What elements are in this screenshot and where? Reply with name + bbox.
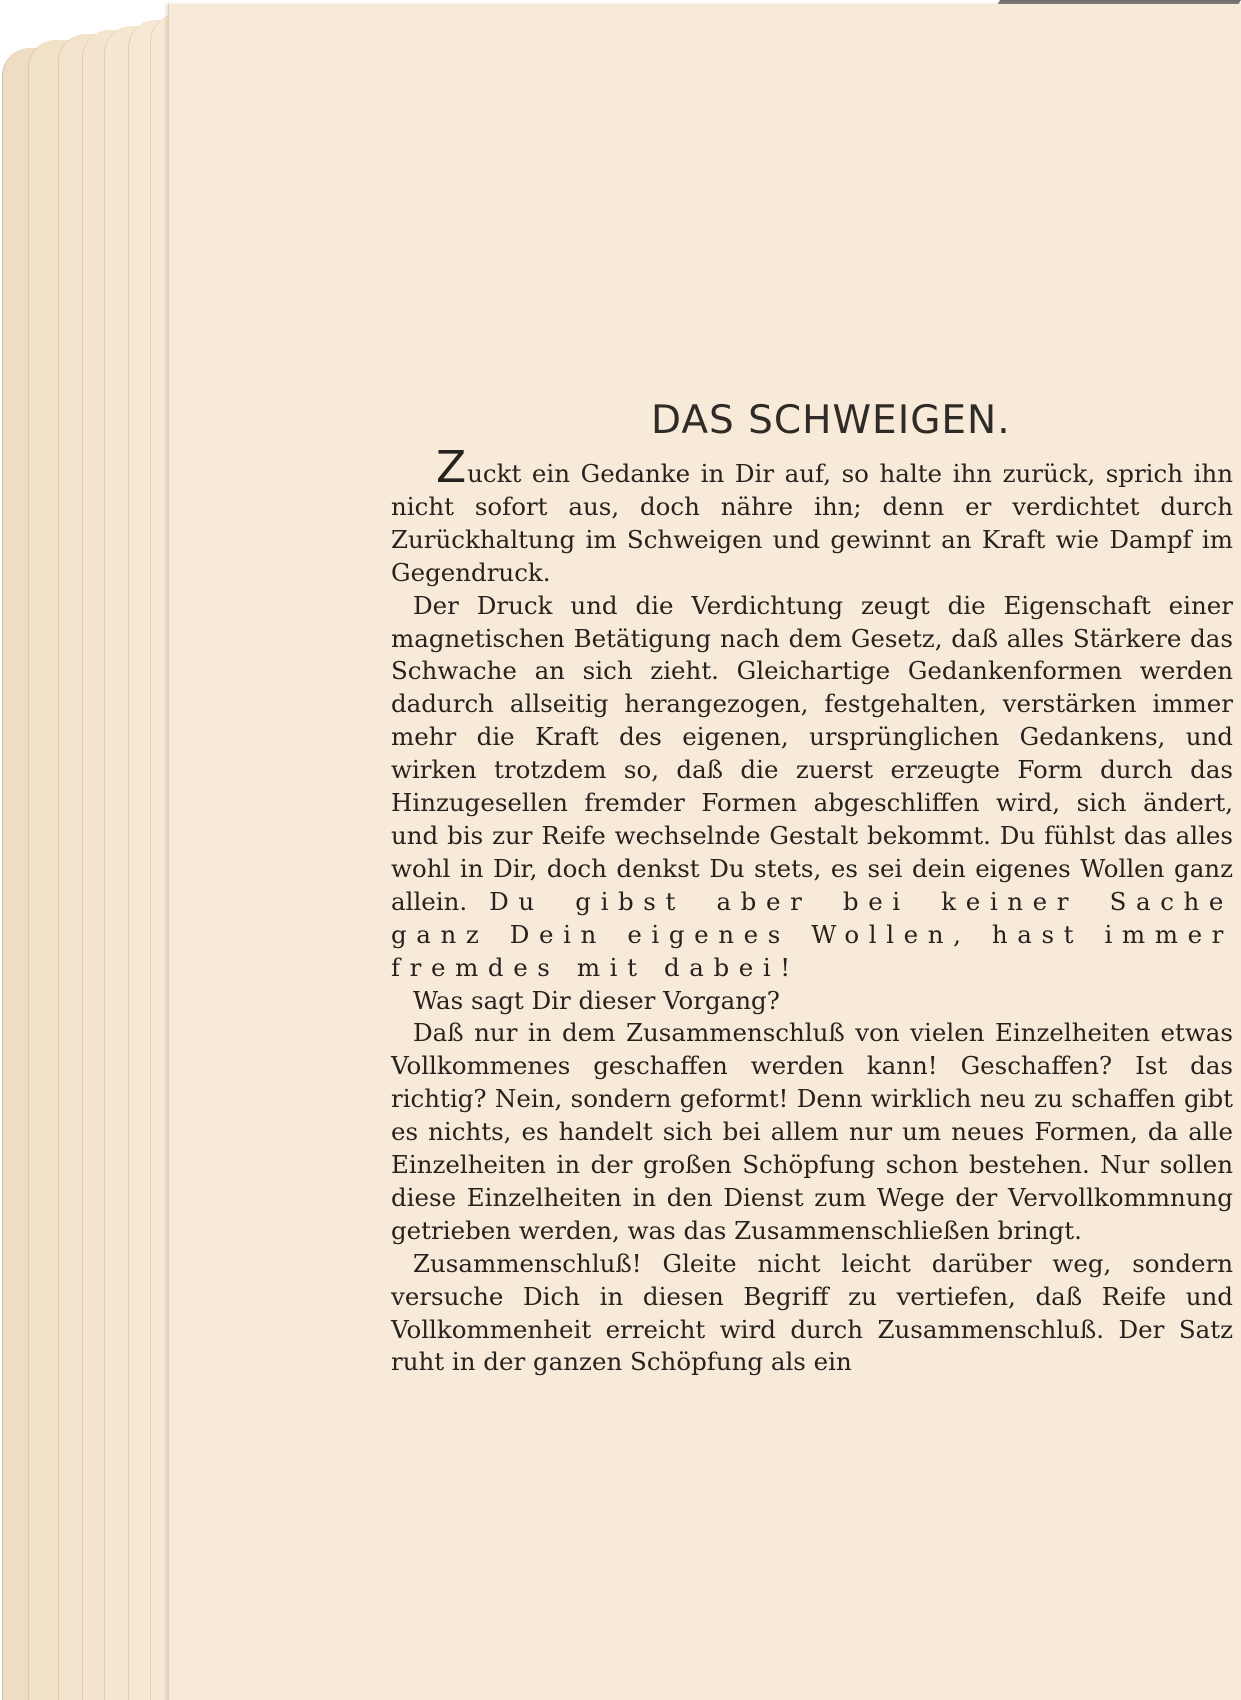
chapter-title: DAS SCHWEIGEN.: [651, 398, 1011, 443]
paragraph-5-text: Zusammenschluß! Gleite nicht leicht darüber weg, sondern versuche Dich in diesen Begriff zu vertiefen, daß Reife und Vollkommenheit erreicht wird durch Zusammenschluß. Der Satz ruht in der ganzen Schöpfung als ein: [391, 1248, 1233, 1377]
paragraph-4: [391, 1017, 1233, 1247]
initial-letter: Z: [436, 442, 467, 493]
paragraph-1: [391, 442, 1233, 590]
paragraph-5: [391, 1248, 1233, 1380]
paragraph-3-text: Was sagt Dir dieser Vorgang?: [413, 985, 780, 1015]
paragraph-2: [391, 590, 1233, 985]
page-body-text: [391, 442, 1233, 1379]
spaced-emphasis-text: Du gibst aber bei keiner Sache ganz Dein eigenes Wollen, hast immer fremdes mit dabei!: [391, 886, 1233, 982]
paragraph-3: [391, 985, 1233, 1018]
paragraph-4-text: Daß nur in dem Zusammenschluß von vielen Einzelheiten etwas Vollkommenes geschaffen werden kann! Geschaffen? Ist das richtig? Nein, sondern geformt! Denn wirklich neu zu schaffen gibt es nichts, es handelt sich bei allem nur um neues Formen, da alle Einzelheiten in der großen Schöpfung schon bestehen. Nur sollen diese Einzelheiten in den Dienst zum Wege der Vervollkommnung getrieben werden, was das Zusammenschließen bringt.: [391, 1018, 1233, 1245]
paragraph-2-text: Der Druck und die Verdichtung zeugt die Eigenschaft einer magnetischen Betätigung nach dem Gesetz, daß alles Stärkere das Schwache an sich zieht. Gleichartige Gedankenformen werden dadurch allseitig herangezogen, festgehalten, verstärken immer mehr die Kraft des eigenen, ursprünglichen Gedankens, und wirken trotzdem so, daß die zuerst erzeugte Form durch das Hinzugesellen fremder Formen abgeschliffen wird, sich ändert, und bis zur Reife wechselnde Gestalt bekommt. Du fühlst das alles wohl in Dir, doch denkst Du stets, es sei dein eigenes Wollen ganz allein.: [391, 590, 1233, 916]
paragraph-1-text: uckt ein Gedanke in Dir auf, so halte ihn zurück, sprich ihn nicht sofort aus, doch nähre ihn; denn er verdichtet durch Zurückhaltung im Schweigen und gewinnt an Kraft wie Dampf im Gegendruck.: [391, 459, 1233, 587]
